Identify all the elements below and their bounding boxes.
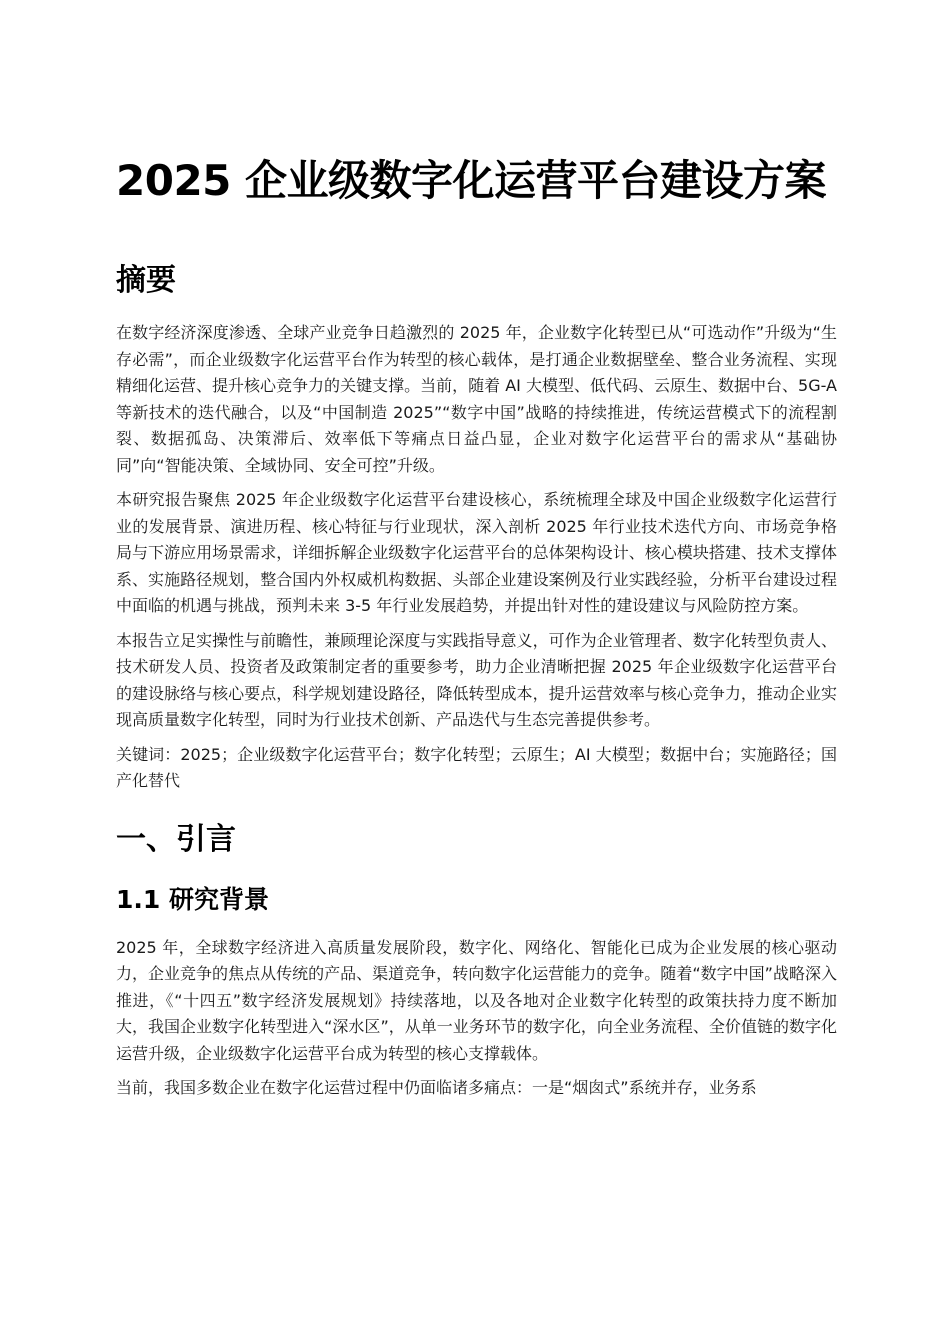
subsection-heading-research-background: 1.1 研究背景: [116, 884, 269, 914]
body-paragraph: 当前，我国多数企业在数字化运营过程中仍面临诸多痛点：一是“烟囱式”系统并存，业务系: [116, 1078, 757, 1097]
abstract-paragraph: 在数字经济深度渗透、全球产业竞争日趋激烈的 2025 年，企业数字化转型已从“可选动作”升级为“生存必需”，而企业级数字化运营平台作为转型的核心载体，是打通企业数据壁垒、整合业务流程、实现精细化运营、提升核心竞争力的关键支撑。当前，随着 AI 大模型、低代码、云原生、数据中台、5G-A 等新技术的迭代融合，以及“中国制造 2025”“数字中国”战略的持续推进，传统运营模式下的流程割裂、数据孤岛、决策滞后、效率低下等痛点日益凸显，企业对数字化运营平台的需求从“基础协同”向“智能决策、全域协同、安全可控”升级。: [116, 323, 837, 475]
body-paragraph: 2025 年，全球数字经济进入高质量发展阶段，数字化、网络化、智能化已成为企业发展的核心驱动力，企业竞争的焦点从传统的产品、渠道竞争，转向数字化运营能力的竞争。随着“数字中国”战略深入推进，《“十四五”数字经济发展规划》持续落地，以及各地对企业数字化转型的政策扶持力度不断加大，我国企业数字化转型进入“深水区”，从单一业务环节的数字化，向全业务流程、全价值链的数字化运营升级，企业级数字化运营平台成为转型的核心支撑载体。: [116, 937, 837, 1063]
abstract-paragraph: 本研究报告聚焦 2025 年企业级数字化运营平台建设核心，系统梳理全球及中国企业级数字化运营行业的发展背景、演进历程、核心特征与行业现状，深入剖析 2025 年行业技术迭代方向、市场竞争格局与下游应用场景需求，详细拆解企业级数字化运营平台的总体架构设计、核心模块搭建、技术支撑体系、实施路径规划，整合国内外权威机构数据、头部企业建设案例及行业实践经验，分析平台建设过程中面临的机遇与挑战，预判未来 3-5 年行业发展趋势，并提出针对性的建设建议与风险防控方案。: [116, 490, 837, 615]
document-title: 2025 企业级数字化运营平台建设方案: [116, 156, 827, 205]
abstract-paragraph: 本报告立足实操性与前瞻性，兼顾理论深度与实践指导意义，可作为企业管理者、数字化转型负责人、技术研发人员、投资者及政策制定者的重要参考，助力企业清晰把握 2025 年企业级数字化运营平台的建设脉络与核心要点，科学规划建设路径，降低转型成本，提升运营效率与核心竞争力，推动企业实现高质量数字化转型，同时为行业技术创新、产品迭代与生态完善提供参考。: [116, 630, 837, 729]
section-heading-introduction: 一、引言: [116, 821, 236, 857]
abstract-heading: 摘要: [116, 263, 176, 298]
keywords-paragraph: 关键词：2025；企业级数字化运营平台；数字化转型；云原生；AI 大模型；数据中台；实施路径；国产化替代: [116, 744, 837, 790]
